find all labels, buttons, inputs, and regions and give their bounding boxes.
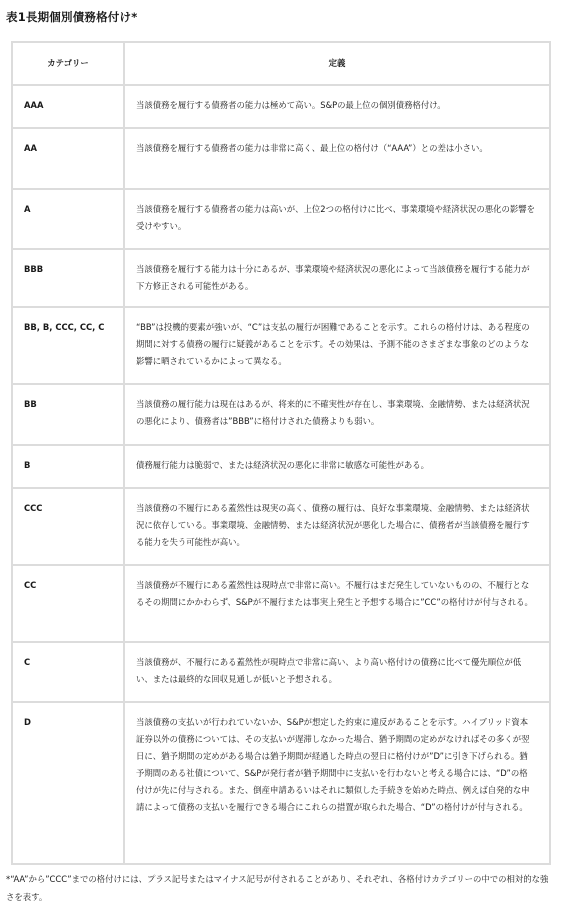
rating-definition: 当該債務を履行する債務者の能力は非常に高く、最上位の格付け（“AAA”）との差は小さい。 [124, 128, 550, 189]
table-title: 表1長期個別債務格付け* [6, 10, 138, 24]
rating-definition: “BB”は投機的要素が強いが、“C”は支払の履行が困難であることを示す。これらの格付けは、ある程度の期間に対する債務の履行に疑義があることを示す。その効果は、予測不能のさまざまな事象のどのような影響に晒されているかによって異なる。 [124, 307, 550, 384]
rating-definition: 債務履行能力は脆弱で、または経済状況の悪化に非常に敏感な可能性がある。 [124, 445, 550, 488]
table-row [12, 85, 550, 128]
rating-category: D [12, 702, 124, 864]
rating-definition: 当該債務を履行する債務者の能力は高いが、上位2つの格付けに比べ、事業環境や経済状況の悪化の影響を受けやすい。 [124, 189, 550, 249]
rating-category: C [12, 642, 124, 702]
rating-category: CCC [12, 488, 124, 565]
table-row [12, 384, 550, 445]
ratings-table [11, 41, 551, 865]
table-row [12, 128, 550, 189]
rating-definition: 当該債務の支払いが行われていないか、S&Pが想定した約束に違反があることを示す。ハイブリッド資本証券以外の債務については、その支払いが遅滞しなかった場合、猶予期間の定めがなければその多くが翌日に、猶予期間の定めがある場合は猶予期間が経過した時点の翌日に格付けが”D”に引き下げられる。猶予期間のある社債について、S&Pが発行者が猶予期間中に支払いを行わないと考える場合には、“D”の格付けが先に付与される。また、倒産申請あるいはそれに類似した手続きを始めた時点、例えば自発的な申請によって債務の支払いを履行できる場合にこれらの措置が取られた場合、“D”の格付けが付与される。 [124, 702, 550, 864]
rating-category: AA [12, 128, 124, 189]
table-header-row [12, 42, 550, 85]
rating-definition: 当該債務の不履行にある蓋然性は現実の高く、債務の履行は、良好な事業環境、金融情勢、または経済状況に依存している。事業環境、金融情勢、または経済状況が悪化した場合に、債務者が当該債務を履行する能力を失う可能性が高い。 [124, 488, 550, 565]
rating-definition: 当該債務を履行する能力は十分にあるが、事業環境や経済状況の悪化によって当該債務を履行する能力が下方修正される可能性がある。 [124, 249, 550, 307]
rating-definition: 当該債務が不履行にある蓋然性は現時点で非常に高い。不履行はまだ発生していないものの、不履行となるその期間にかかわらず、S&Pが不履行または事実上発生と予想する場合に”CC”の格付けが付与される。 [124, 565, 550, 642]
table-row [12, 445, 550, 488]
column-header-definition: 定義 [124, 42, 550, 85]
rating-category: B [12, 445, 124, 488]
rating-definition: 当該債務を履行する債務者の能力は極めて高い。S&Pの最上位の個別債務格付け。 [124, 85, 550, 128]
table-row [12, 249, 550, 307]
table-row [12, 565, 550, 642]
table-row [12, 488, 550, 565]
rating-category: BBB [12, 249, 124, 307]
rating-category: AAA [12, 85, 124, 128]
rating-definition: 当該債務の履行能力は現在はあるが、将来的に不確実性が存在し、事業環境、金融情勢、または経済状況の悪化により、債務者は”BBB”に格付けされた債務よりも弱い。 [124, 384, 550, 445]
rating-definition: 当該債務が、不履行にある蓋然性が現時点で非常に高い、より高い格付けの債務に比べて優先順位が低い、または最終的な回収見通しが低いと予想される。 [124, 642, 550, 702]
table-row [12, 642, 550, 702]
table-row [12, 307, 550, 384]
table-row [12, 189, 550, 249]
rating-category: A [12, 189, 124, 249]
rating-category: CC [12, 565, 124, 642]
rating-category: BB [12, 384, 124, 445]
rating-category: BB, B, CCC, CC, C [12, 307, 124, 384]
footnote: *“AA”から”CCC”までの格付けには、プラス記号またはマイナス記号が付されることがあり、それぞれ、各格付けカテゴリーの中での相対的な強さを表す。 [6, 874, 549, 902]
table-row [12, 702, 550, 864]
column-header-category: カテゴリー [12, 42, 124, 85]
